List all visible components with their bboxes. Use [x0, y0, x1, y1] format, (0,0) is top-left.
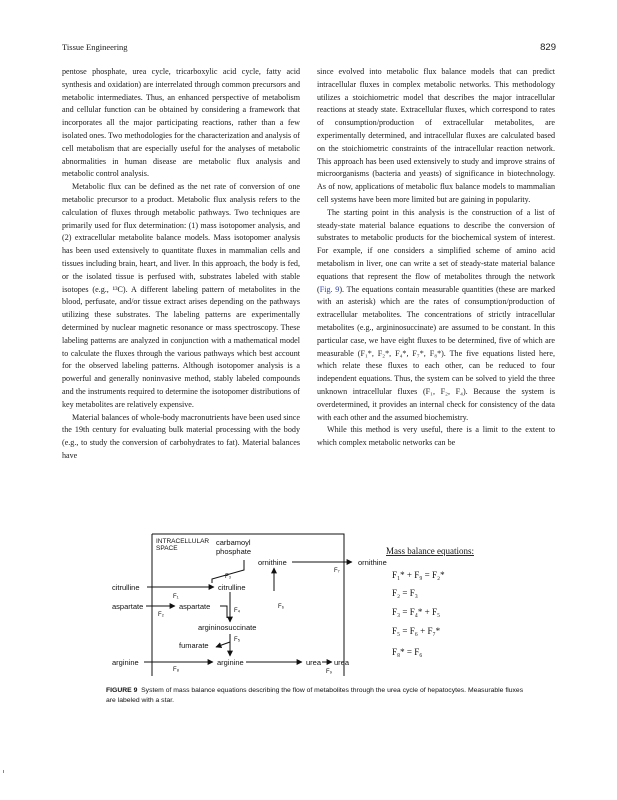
region-label: SPACE	[156, 545, 178, 552]
equation: F₅ = F₆ + F₇*	[392, 626, 441, 636]
figure-caption-label: FIGURE 9	[106, 687, 138, 694]
paragraph-text: ). The equations contain measurable quantities (these are marked with an asterisk) which are the rates of consumption/production of extracellular metabolites. The concentrations of strictly intracellular metabolites (e.g., argininosuccinate) are assumed to be constant. In this particular case, we have eight fluxes to be determined, five of which are measurable (F₁*, F₂*, F₄*, F₇*, F₈*). The five equations listed here, which relate these fluxes to each other, can be reduced to four independent equations. Thus, the system can be solved to yield the three unknown intracellular fluxes (F₁, F₂, F₄). Because the system is overdetermined, it provides an internal check for consistency of the data with each other and the assumed biochemistry.	[317, 284, 555, 422]
argininosuccinate-label: argininosuccinate	[198, 623, 257, 632]
flux-label: F₂	[158, 612, 164, 618]
ornithine-inner-label: ornithine	[258, 558, 287, 567]
left-column	[62, 66, 300, 463]
equation: F₃ = F₄* + F₅	[392, 607, 441, 617]
flux-label: F₃	[225, 574, 232, 580]
carbamoyl-phosphate-label: carbamoyl	[216, 538, 251, 547]
aspartate-inner-label: aspartate	[179, 602, 211, 611]
flux-label: F₅	[234, 637, 241, 643]
paragraph-text: The starting point in this analysis is the construction of a list of steady-state material balance equations to describe the conversion of substrates to metabolic products for the biochemical system of interest. For example, if one considers a simplified scheme of amino acid metabolism in liver, one can write a set of steady-state material balance equations that represent the flow of metabolites through the network (	[317, 207, 555, 294]
margin-mark	[3, 770, 4, 773]
region-label: INTRACELLULAR	[156, 538, 210, 545]
urea-inner-label: urea	[306, 658, 322, 667]
aspartate-outer-label: aspartate	[112, 602, 144, 611]
equation: F₂ = F₃	[392, 588, 418, 598]
figure-urea-cycle	[106, 528, 516, 678]
paragraph	[317, 207, 555, 425]
running-header	[62, 42, 556, 54]
urea-cycle-diagram	[106, 528, 516, 678]
page-number: 829	[540, 42, 556, 53]
figure-link[interactable]: Fig. 9	[319, 284, 340, 294]
arrow-aspartate-join	[220, 606, 227, 618]
ornithine-outer-label: ornithine	[358, 558, 387, 567]
urea-outer-label: urea	[334, 658, 350, 667]
arrow-to-fumarate	[216, 642, 230, 647]
carbamoyl-phosphate-label: phosphate	[216, 547, 252, 556]
flux-label: F₄	[234, 608, 241, 614]
figure-caption	[106, 686, 526, 706]
right-column	[317, 66, 555, 450]
paragraph: While this method is very useful, there is a limit to the extent to which complex metabolic networks can be	[317, 425, 555, 448]
citrulline-outer-label: citrulline	[112, 583, 140, 592]
paragraph: Metabolic flux can be defined as the net rate of conversion of one metabolic precursor to a product. Metabolic flux analysis refers to the calculation of fluxes through metabolic pathways. Two techniques are primarily used for flux determination: (1) mass isotopomer analysis, and (2) extracellular metabolite balance models. Mass isotopomer analysis has been used extensively to quantitate fluxes in mammalian cells and tissues including brain, heart, and liver. In this approach, the body is fed, or the isolated tissue is perfused with, substrates labeled with stable isotopes (e.g., ¹³C). A different labeling pattern of metabolites in the blood, perfusate, and/or tissue extract arises depending on the pathways utilizing these substrates. The labeling patterns are experimentally determined by nuclear magnetic resonance or mass spectroscopy. These labeling patterns are analyzed in conjunction with a mathematical model to calculate the fluxes through the various pathways which best account for the observed labeling patterns. Although isotopomer analysis is a powerful and generally noninvasive method, stably labeled compounds and the instruments required to determine the isotopomer distributions of key metabolites are relatively expensive.	[62, 182, 300, 409]
flux-label: F₆	[278, 604, 285, 610]
paragraph: pentose phosphate, urea cycle, tricarboxylic acid cycle, fatty acid synthesis and oxidation) are interrelated through common precursors and metabolic intermediates. Thus, an enhanced perspective of metabolism and cellular function can be obtained by considering a framework that incorporates all the major participating reactions, rather than a few isolated ones. Two methodologies for the characterization and analysis of cell metabolism that are especially useful for the analyses of metabolic abnormalities in human disease are metabolic flux analysis and metabolic control analysis.	[62, 67, 300, 179]
equations-title: Mass balance equations:	[386, 546, 474, 556]
journal-title: Tissue Engineering	[62, 42, 128, 52]
flux-label: F₁	[173, 594, 179, 600]
equation: F₈* = F₆	[392, 647, 423, 657]
paragraph: since evolved into metabolic flux balance models that can predict intracellular fluxes in complex metabolic networks. This methodology utilizes a stoichiometric model that describes the major intracellular reactions at steady state. Extracellular fluxes, which correspond to rates of consumption/production of extracellular metabolites, are experimentally determined, and intracellular fluxes are calculated based on the stoichiometric constraints of the intracellular reaction network. This approach has been used extensively to study and improve strains of microorganisms (bacteria and yeasts) of significance in biotechnology. As of now, applications of metabolic flux balance models to mammalian cell systems have been more limited but are gaining in popularity.	[317, 67, 555, 204]
arginine-outer-label: arginine	[112, 658, 139, 667]
flux-label: F₉	[326, 669, 333, 675]
flux-label: F₇	[334, 568, 340, 574]
paragraph: Material balances of whole-body macronutrients have been used since the 19th century for evaluating bulk material processing with the body (e.g., to study the conversion of carbohydrates to fat). Material balances have	[62, 412, 300, 460]
equation: F₁* + F₉ = F₂*	[392, 570, 445, 580]
figure-caption-text: System of mass balance equations describing the flow of metabolites through the urea cycle of hepatocytes. Measurable fluxes are labeled with a star.	[106, 687, 524, 704]
citrulline-inner-label: citrulline	[218, 583, 246, 592]
fumarate-label: fumarate	[179, 641, 209, 650]
arginine-inner-label: arginine	[217, 658, 244, 667]
flux-label: F₈	[173, 667, 180, 673]
